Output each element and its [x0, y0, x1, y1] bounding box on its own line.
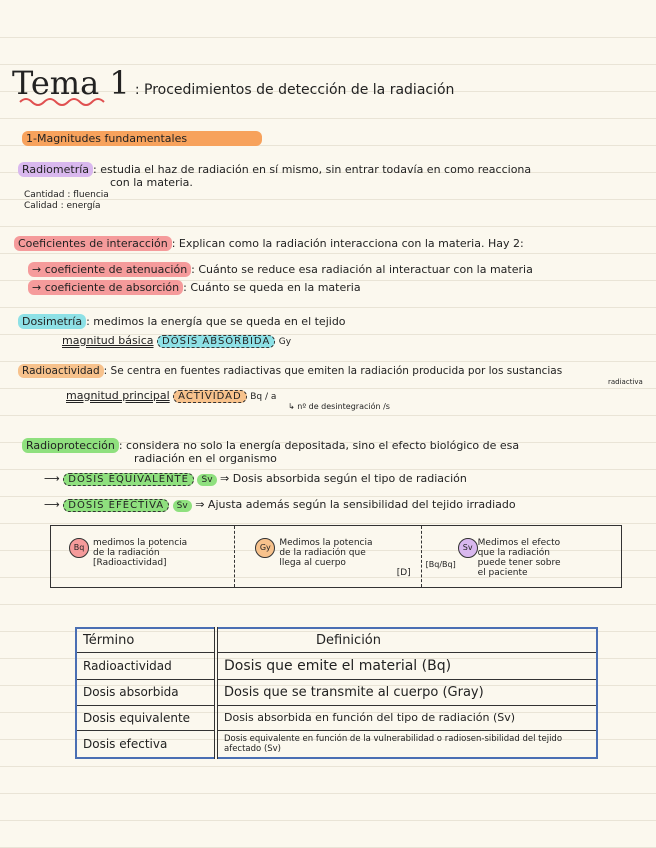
title-main: Tema 1: [12, 64, 130, 102]
coef-absorcion-label: → coeficiente de absorción: [28, 280, 183, 295]
radioactividad-text: : Se centra en fuentes radiactivas que emiten la radiación producida por los sustancias: [103, 365, 563, 377]
units-cell-sv: [422, 526, 621, 587]
radioactividad-magnitude: [66, 389, 276, 402]
radioproteccion-line1: [22, 439, 519, 452]
coef-atenuacion-text: : Cuánto se reduce esa radiación al interactuar con la materia: [191, 263, 533, 276]
definitions-table: [75, 627, 598, 759]
coeficientes-label: Coeficientes de interacción: [14, 236, 172, 251]
gy-line1: Medimos la potencia: [279, 538, 373, 548]
radioactividad-unit: Bq / a: [250, 392, 277, 402]
dosis-efectiva-text: ⇒ Ajusta además según la sensibilidad del tejido irradiado: [195, 498, 516, 511]
table-row: [76, 730, 597, 758]
dosimetria-line: [18, 315, 346, 328]
table-header-definicion: Definición: [216, 628, 597, 652]
arrow-right-icon: ⟶: [44, 498, 64, 511]
table-cell-term: Dosis absorbida: [76, 679, 216, 705]
table-cell-term: Dosis equivalente: [76, 705, 216, 730]
radioactividad-tail: radiactiva: [608, 378, 643, 386]
sv-line1: Medimos el efecto: [477, 538, 561, 548]
table-cell-definition: Dosis que emite el material (Bq): [216, 652, 597, 679]
sv-line2: que la radiación: [477, 548, 550, 558]
section-heading: 1-Magnitudes fundamentales: [22, 131, 262, 146]
sv-line4: el paciente: [477, 568, 528, 578]
note-arrow-icon: ↳: [288, 402, 298, 411]
gy-icon: Gy: [255, 538, 275, 558]
dosimetria-label: Dosimetría: [18, 314, 86, 329]
arrow-right-icon: ⟶: [44, 472, 64, 485]
radioproteccion-label: Radioprotección: [22, 438, 119, 453]
radioproteccion-item-efectiva: [44, 498, 516, 511]
table-row: [76, 652, 597, 679]
units-cell-gy: [235, 526, 421, 587]
radioactividad-magnitude-label: magnitud principal: [66, 389, 170, 402]
gy-line3: llega al cuerpo: [279, 558, 346, 568]
coef-item-atenuacion: [28, 263, 533, 276]
dosis-equivalente-unit: Sv: [197, 474, 216, 486]
sv-extra: [Bq/Bq]: [425, 560, 456, 569]
table-header-row: [76, 628, 597, 652]
gy-line2: de la radiación que: [279, 548, 366, 558]
radioactividad-line: [18, 365, 562, 377]
coeficientes-text: : Explican como la radiación interacciona con la materia. Hay 2:: [171, 237, 524, 250]
dosimetria-text: : medimos la energía que se queda en el tejido: [86, 315, 346, 328]
radioactividad-note-text: nº de desintegración /s: [297, 402, 390, 411]
bq-line1: medimos la potencia: [93, 538, 188, 548]
radiometria-line1: [18, 163, 531, 176]
units-cell-bq: [51, 526, 235, 587]
table-cell-term: Radioactividad: [76, 652, 216, 679]
units-box: [50, 525, 622, 588]
radioactividad-note: [288, 402, 390, 411]
radioproteccion-item-equivalente: [44, 472, 467, 485]
radioactividad-label: Radioactividad: [18, 364, 104, 378]
bq-line2: de la radiación: [93, 548, 160, 558]
table-cell-term: Dosis efectiva: [76, 730, 216, 758]
dosis-efectiva-box: DOSIS EFECTIVA: [63, 499, 169, 512]
title-sub: : Procedimientos de detección de la radiación: [134, 82, 455, 98]
title-underline-squiggle: [18, 96, 108, 108]
bq-line3: [Radioactividad]: [93, 558, 167, 568]
dosimetria-magnitude: [62, 334, 291, 347]
radiometria-calidad: Calidad : energía: [24, 201, 101, 211]
radioactividad-magnitude-box: ACTIVIDAD: [173, 390, 247, 403]
radioproteccion-line2: radiación en el organismo: [134, 452, 277, 465]
radiometria-cantidad: Cantidad : fluencia: [24, 190, 109, 200]
radiometria-text1: : estudia el haz de radiación en sí mismo, sin entrar todavía en como reacciona: [93, 163, 532, 176]
bq-icon: Bq: [69, 538, 89, 558]
radiometria-label: Radiometría: [18, 162, 93, 177]
dosimetria-unit: Gy: [278, 337, 292, 347]
table-row: [76, 679, 597, 705]
dosis-equivalente-text: ⇒ Dosis absorbida según el tipo de radiación: [220, 472, 467, 485]
table-cell-definition: Dosis equivalente en función de la vulnerabilidad o radiosen-sibilidad del tejido afectado (Sv): [216, 730, 597, 758]
sv-line3: puede tener sobre: [477, 558, 561, 568]
coef-atenuacion-label: → coeficiente de atenuación: [28, 262, 191, 277]
radiometria-line2: con la materia.: [110, 176, 193, 189]
coeficientes-line: [14, 237, 524, 250]
dosimetria-magnitude-box: DOSIS ABSORBIDA: [157, 335, 275, 348]
coef-item-absorcion: [28, 281, 361, 294]
gy-extra: [D]: [396, 568, 411, 578]
table-cell-definition: Dosis absorbida en función del tipo de radiación (Sv): [216, 705, 597, 730]
coef-absorcion-text: : Cuánto se queda en la materia: [183, 281, 361, 294]
table-header-termino: Término: [83, 632, 135, 648]
dosimetria-magnitude-label: magnitud básica: [62, 334, 154, 347]
table-row: [76, 705, 597, 730]
dosis-equivalente-box: DOSIS EQUIVALENTE: [63, 473, 194, 486]
dosis-efectiva-unit: Sv: [173, 500, 192, 512]
radioproteccion-text1: : considera no solo la energía depositada, sino el efecto biológico de esa: [118, 439, 520, 452]
table-cell-definition: Dosis que se transmite al cuerpo (Gray): [216, 679, 597, 705]
sv-icon: Sv: [458, 538, 478, 558]
